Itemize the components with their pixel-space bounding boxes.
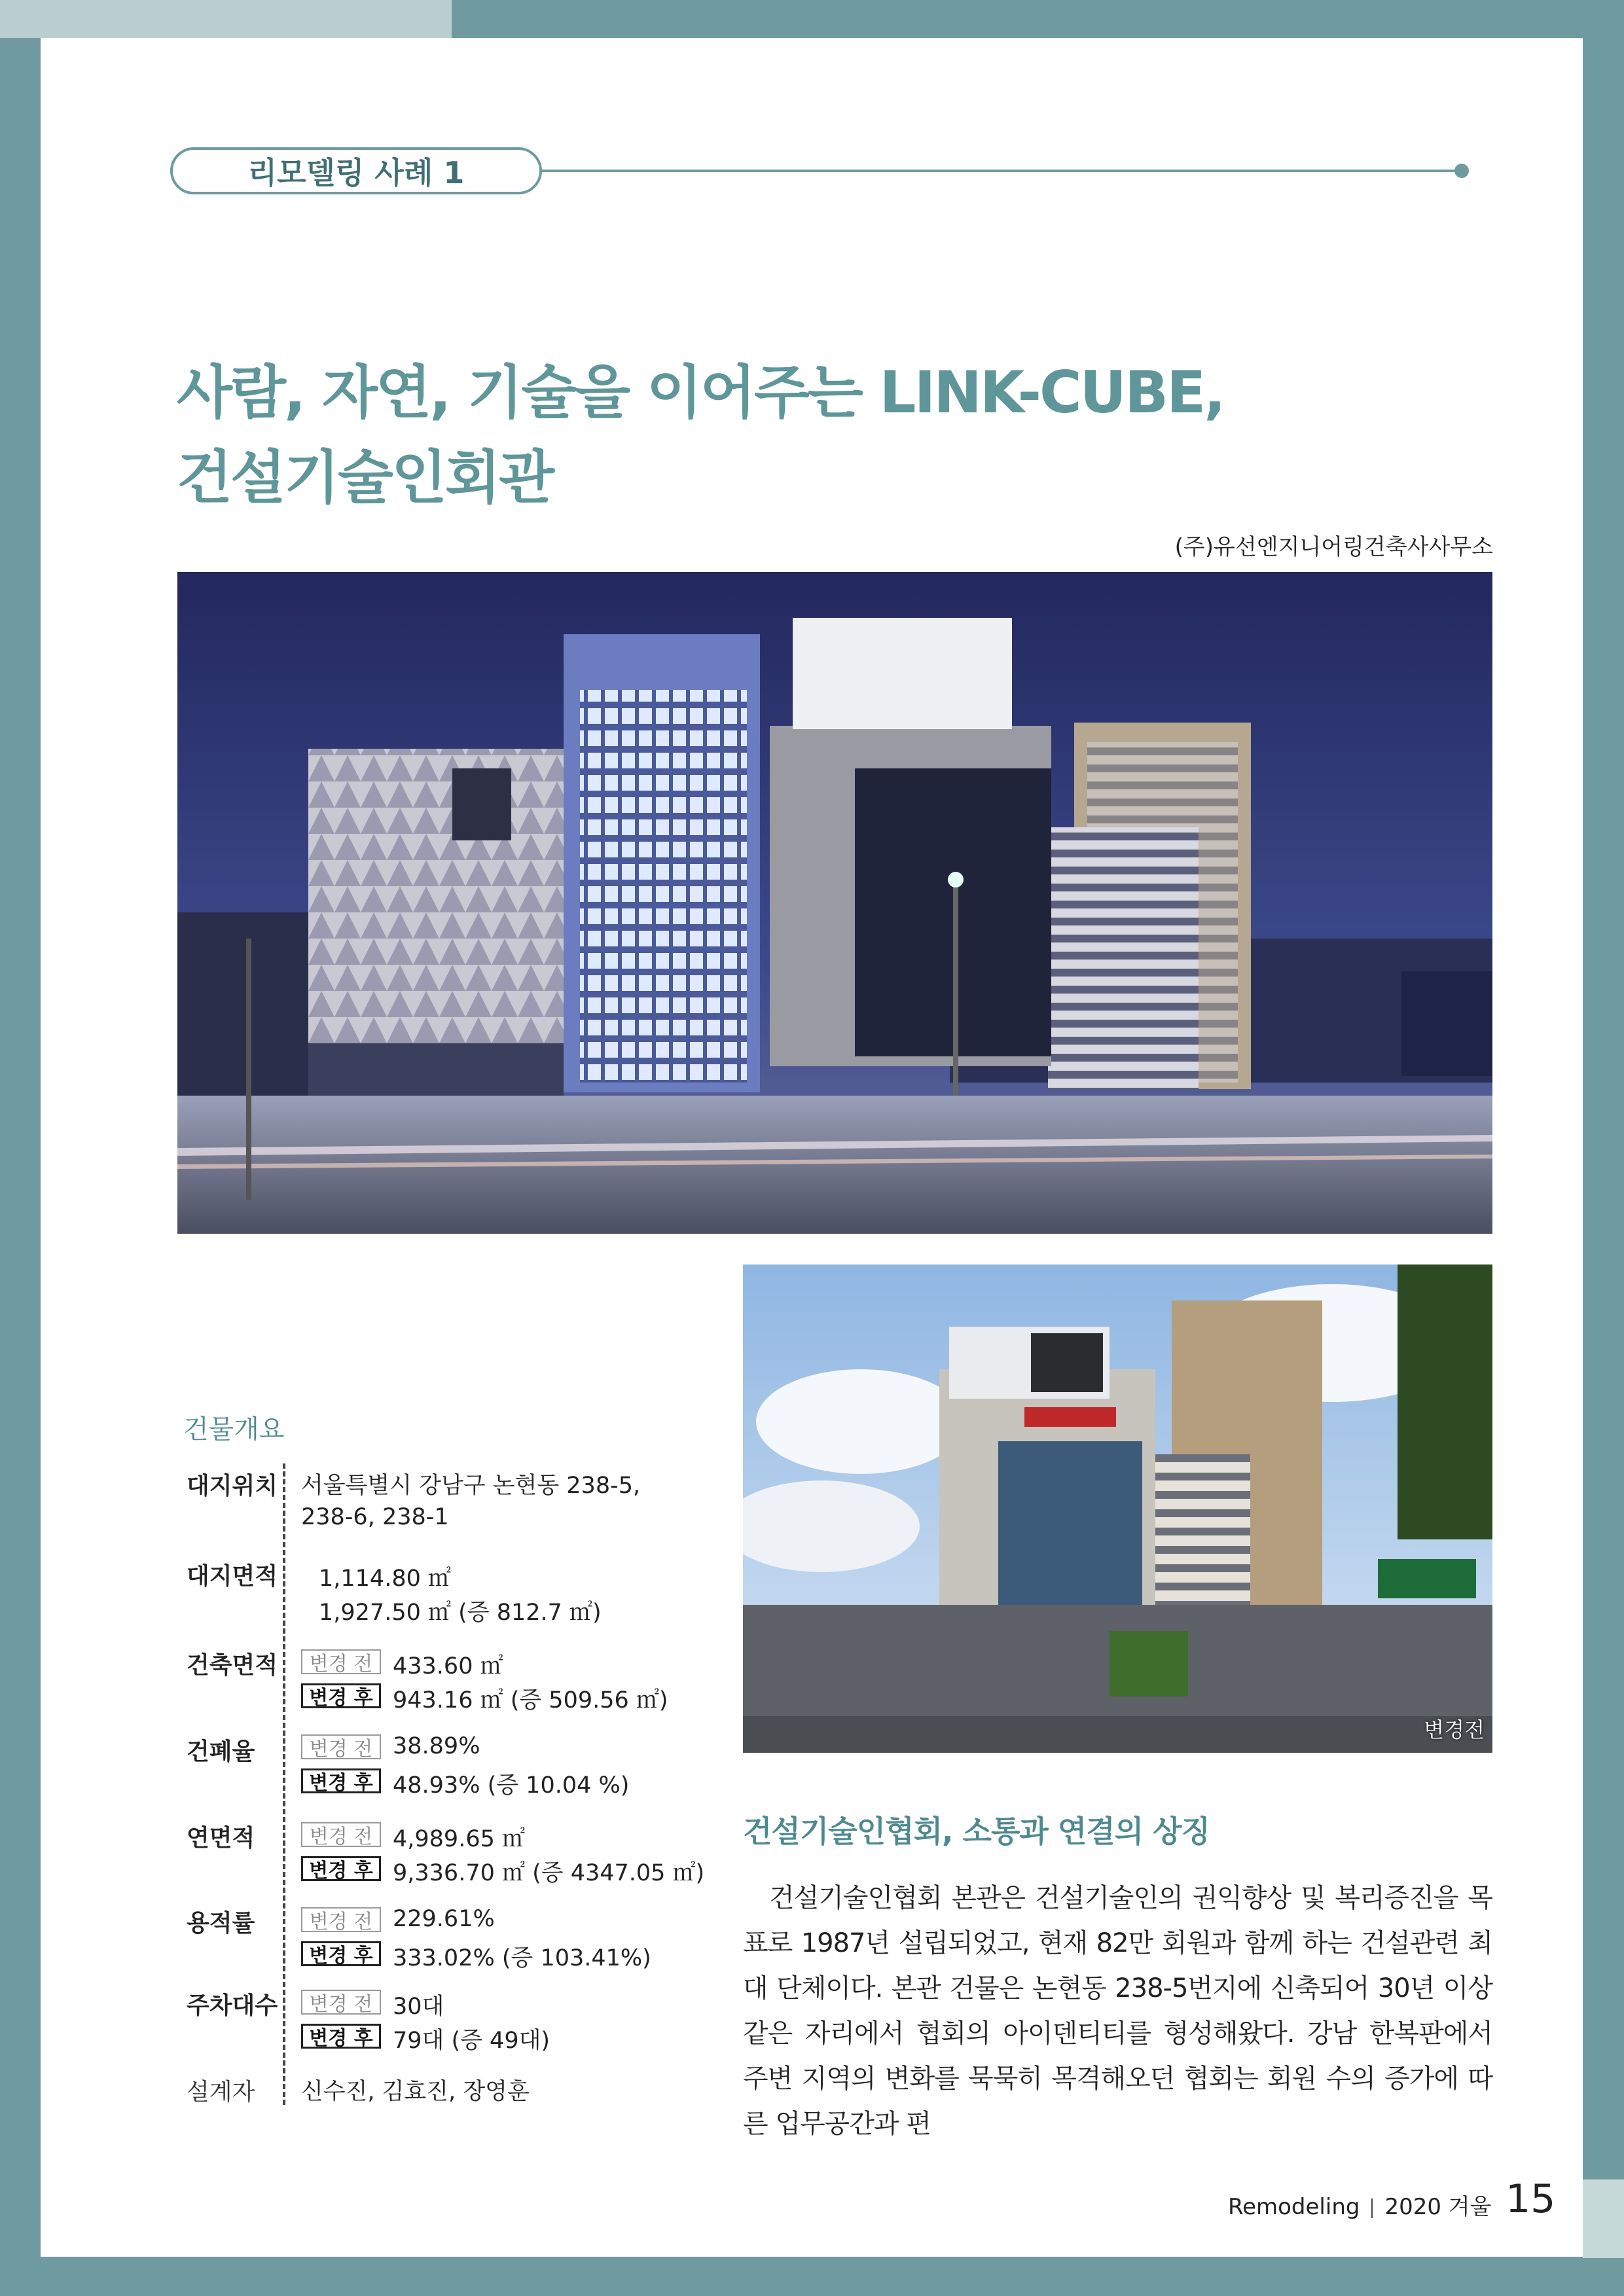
coverage-after-value: 48.93% (증 10.04 %) — [393, 1772, 630, 1799]
daytime-photo-illustration — [743, 1265, 1492, 1753]
site-area-line1: 1,114.80 ㎡ — [319, 1566, 451, 1592]
coverage-before-tag: 변경 전 — [301, 1734, 381, 1759]
section-divider-line — [542, 170, 1460, 172]
article-title-line1: 사람, 자연, 기술을 이어주는 LINK-CUBE, — [177, 359, 1224, 426]
footer-issue: 2020 겨울 — [1384, 2194, 1492, 2220]
far-after-tag: 변경 후 — [301, 1941, 381, 1966]
main-building-photo — [177, 572, 1492, 1234]
before-building-photo — [743, 1265, 1492, 1753]
article-author: (주)유선엔지니어링건축사사무소 — [1174, 534, 1493, 560]
coverage-after-tag: 변경 후 — [301, 1768, 381, 1793]
coverage-label: 건폐율 — [187, 1738, 255, 1765]
footer-separator — [1371, 2198, 1373, 2218]
parking-before-value: 30대 — [393, 1994, 444, 2020]
overview-title: 건물개요 — [183, 1414, 285, 1444]
section-label: 리모델링 사례 1 — [170, 147, 542, 194]
site-area-line2: 1,927.50 ㎡ (증 812.7 ㎡) — [319, 1600, 602, 1626]
parking-after-value: 79대 (증 49대) — [393, 2028, 550, 2054]
parking-after-tag: 변경 후 — [301, 2024, 381, 2049]
far-before-value: 229.61% — [393, 1906, 495, 1932]
footer-magazine: Remodeling — [1228, 2194, 1360, 2220]
before-photo-caption: 변경전 — [1424, 1717, 1485, 1742]
section-heading: 건설기술인협회, 소통과 연결의 상징 — [743, 1814, 1210, 1849]
floor-area-before-value: 4,989.65 ㎡ — [393, 1826, 525, 1852]
top-right-bar — [476, 0, 1624, 38]
floor-area-after-tag: 변경 후 — [301, 1856, 381, 1881]
page-footer — [1228, 2189, 1492, 2221]
spec-divider — [283, 1463, 285, 2105]
floor-area-after-value: 9,336.70 ㎡ (증 4347.05 ㎡) — [393, 1860, 705, 1886]
floor-area-before-tag: 변경 전 — [301, 1822, 381, 1847]
building-area-after-tag: 변경 후 — [301, 1683, 381, 1708]
body-paragraph: 건설기술인협회 본관은 건설기술인의 권익향상 및 복리증진을 목표로 1987년 설립되었고, 현재 82만 회원과 함께 하는 건설관련 최대 단체이다. 본관 건물은 논현동 238-5번지에 신축되어 30년 이상 같은 자리에서 협회의 아이덴티티를 형성해왔다. 강남 한복판에서 주변 지역의 변화를 묵묵히 목격해오던 협회는 회원 수의 증가에 따른 업무공간과 편 — [743, 1883, 1492, 2139]
article-title — [177, 350, 1420, 520]
building-area-label: 건축면적 — [187, 1652, 278, 1679]
site-location-label: 대지위치 — [187, 1473, 278, 1499]
parking-before-tag: 변경 전 — [301, 1990, 381, 2015]
site-location-line2: 238-6, 238-1 — [301, 1504, 449, 1530]
site-location-line1: 서울특별시 강남구 논현동 238-5, — [301, 1473, 641, 1499]
building-area-before-value: 433.60 ㎡ — [393, 1653, 503, 1679]
article-title-line2: 건설기술인회관 — [177, 444, 553, 511]
parking-label: 주차대수 — [187, 1992, 278, 2019]
top-left-bar — [0, 0, 452, 38]
far-before-tag: 변경 전 — [301, 1907, 381, 1932]
night-photo-illustration — [177, 572, 1492, 1234]
designer-value: 신수진, 김효진, 장영훈 — [301, 2079, 530, 2105]
far-label: 용적률 — [187, 1910, 255, 1937]
far-after-value: 333.02% (증 103.41%) — [393, 1945, 651, 1971]
page-number: 15 — [1506, 2176, 1556, 2222]
building-area-before-tag: 변경 전 — [301, 1649, 381, 1674]
floor-area-label: 연면적 — [187, 1825, 255, 1852]
building-area-after-value: 943.16 ㎡ (증 509.56 ㎡) — [393, 1687, 668, 1713]
site-area-label: 대지면적 — [187, 1563, 278, 1590]
right-accent-bar — [1583, 2179, 1624, 2258]
section-divider-dot — [1454, 164, 1469, 178]
coverage-before-value: 38.89% — [393, 1733, 480, 1759]
designer-label: 설계자 — [187, 2079, 255, 2106]
